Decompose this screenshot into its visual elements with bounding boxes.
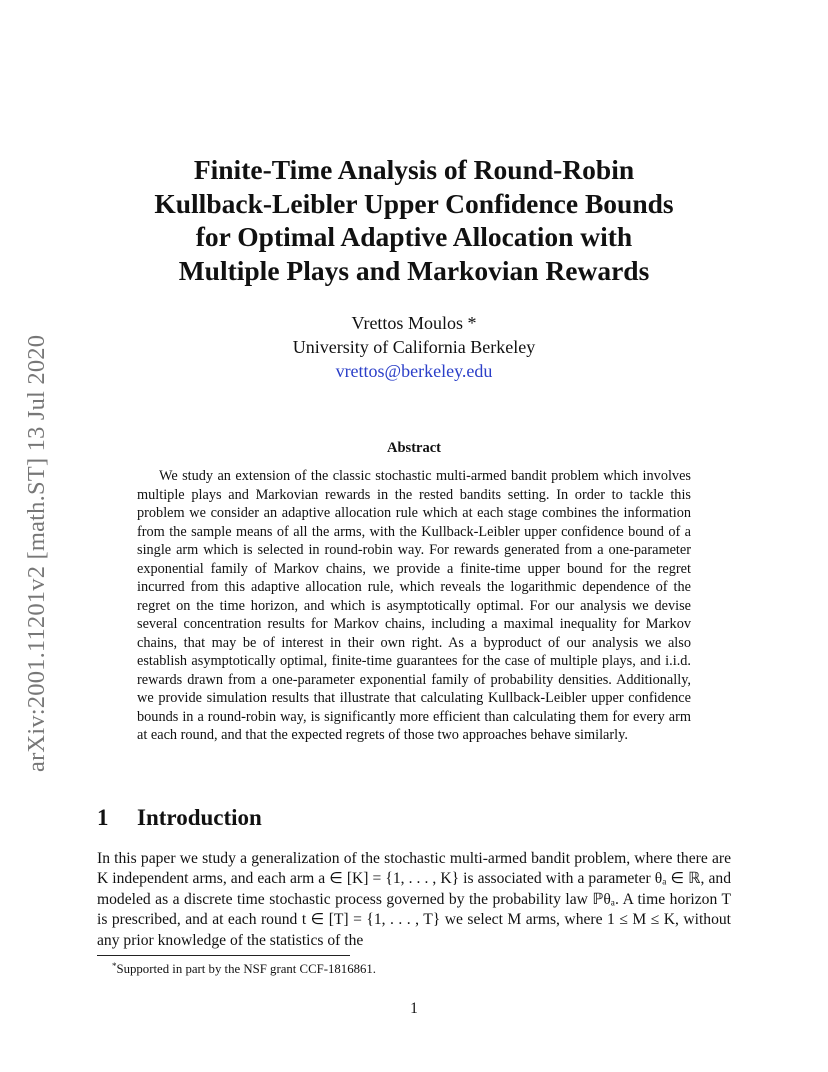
arxiv-identifier-stamp: arXiv:2001.11201v2 [math.ST] 13 Jul 2020 xyxy=(23,334,50,772)
abstract-heading: Abstract xyxy=(387,440,441,456)
section-heading xyxy=(97,805,262,831)
title-line: for Optimal Adaptive Allocation with xyxy=(195,221,633,252)
footnote-divider xyxy=(97,955,350,956)
author-affiliation: University of California Berkeley xyxy=(292,337,536,357)
introduction-text: In this paper we study a generalization of the stochastic multi-armed bandit problem, where there are K independent arms, and each arm a ∈ [K] = {1, . . . , K} is associated with a parameter θₐ ∈ ℝ, and modeled as a discrete time stochastic process governed by the probability law ℙθₐ. A time horizon T is prescribed, and at each round t ∈ [T] = {1, . . . , T} we select M arms, where 1 ≤ M ≤ K, without any prior knowledge of the statistics of the xyxy=(97,850,731,949)
title-line: Multiple Plays and Markovian Rewards xyxy=(178,254,650,286)
section-title: Introduction xyxy=(137,805,262,830)
footnote-marker: * xyxy=(112,961,117,971)
footnote xyxy=(112,961,376,977)
abstract-text: We study an extension of the classic stochastic multi-armed bandit problem which involves multiple plays and Markovian rewards in the rested bandits setting. In order to tackle this problem we consider an adaptive allocation rule which at each stage combines the information from the sample means of all the arms, with the Kullback-Leibler upper confidence bound of a single arm which is selected in round-robin way. For rewards generated from a one-parameter exponential family of Markov chains, we provide a finite-time upper bound for the regret incurred from this adaptive allocation rule, which reveals the logarithmic dependence of the regret on the time horizon, and which is asymptotically optimal. For our analysis we devise several concentration results for Markov chains, including a maximal inequality for Markov chains, that may be of interest in their own right. As a byproduct of our analysis we also establish asymptotically optimal, finite-time guarantees for the case of multiple plays, and i.i.d. rewards drawn from a one-parameter exponential family of probability densities. Additionally, we provide simulation results that illustrate that calculating Kullback-Leibler upper confidence bounds in a round-robin way, is significantly more efficient than calculating them for every arm at each round, and that the expected regrets of those two approaches behave similarly. xyxy=(137,468,691,743)
paper-title xyxy=(90,153,738,287)
author-name: Vrettos Moulos * xyxy=(351,313,477,333)
author-block xyxy=(90,311,738,383)
title-line: Finite-Time Analysis of Round-Robin xyxy=(193,154,635,185)
page-number: 1 xyxy=(410,1000,418,1017)
footnote-text: Supported in part by the NSF grant CCF-1816861. xyxy=(116,962,376,976)
section-number: 1 xyxy=(97,805,109,830)
title-line: Kullback-Leibler Upper Confidence Bounds xyxy=(154,187,674,219)
author-email-link[interactable]: vrettos@berkeley.edu xyxy=(335,361,493,381)
